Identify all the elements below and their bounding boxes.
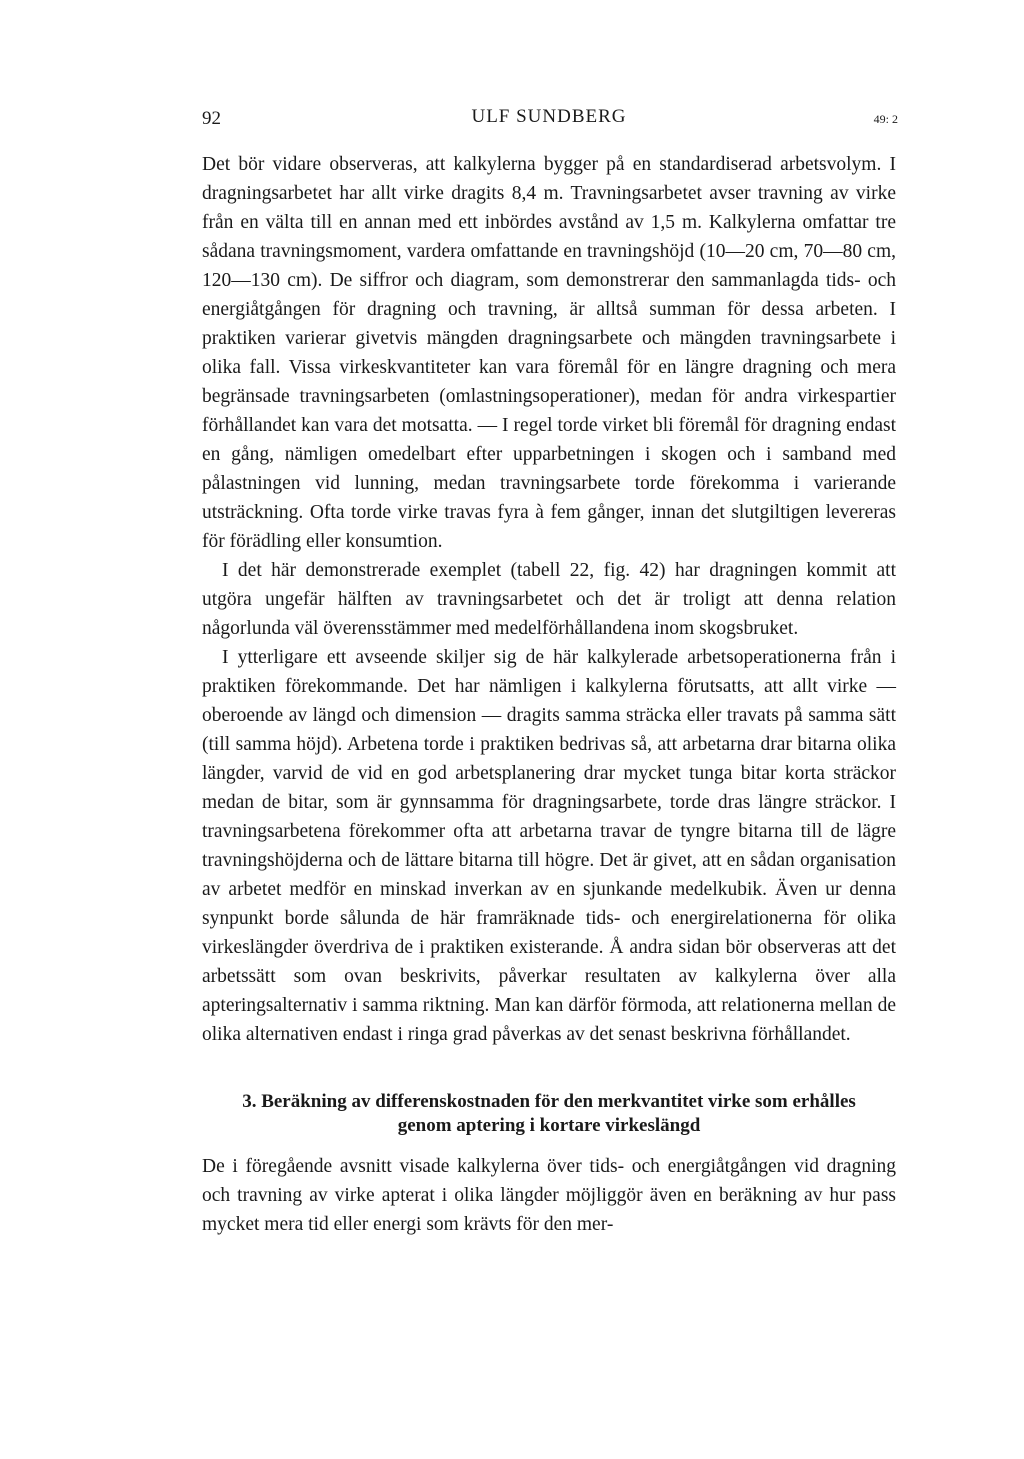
- page: [202, 104, 896, 1239]
- paragraph: I det här demonstrerade exemplet (tabell 22, fig. 42) har dragningen kommit att utgöra ungefär hälften av travningsarbetet och det är troligt att denna relation någorlunda väl överensstämmer med medelförhållandena inom skogsbruket.: [202, 560, 896, 639]
- paragraph: Det bör vidare observeras, att kalkylerna bygger på en standardiserad arbetsvolym. I dragningsarbetet har allt virke dragits 8,4 m. Travningsarbetet avser travning av virke från en välta till en annan med ett inbördes avstånd av 1,5 m. Kalkylerna omfattar tre sådana travningsmoment, vardera omfattande en travningshöjd (10—20 cm, 70—80 cm, 120—130 cm). De siffror och diagram, som demonstrerar den sammanlagda tids- och energiåtgången för dragning och travning, är alltså summan för dessa arbeten. I praktiken varierar givetvis mängden dragningsarbete och mängden travningsarbete i olika fall. Vissa virkeskvantiteter kan vara föremål för en längre dragning och mera begränsade travningsarbeten (omlastningsoperationer), medan för andra virkespartier förhållandet kan vara det motsatta. — I regel torde virket bli föremål för dragning endast en gång, nämligen omedelbart efter upparbetningen i skogen och i samband med pålastningen vid lunning, medan travningsarbete torde förekomma i varierande utsträckning. Ofta torde virke travas fyra à fem gånger, innan det slutgiltigen levereras för förädling eller konsumtion.: [202, 154, 896, 552]
- section-heading-line: genom aptering i kortare virkeslängd: [397, 1115, 701, 1136]
- running-head-author: ULF SUNDBERG: [471, 106, 627, 127]
- issue-number: 49: 2: [873, 112, 898, 126]
- body-text: [202, 150, 896, 1049]
- section-heading: [202, 1090, 896, 1138]
- paragraph: I ytterligare ett avseende skiljer sig de här kalkylerade arbetsoperationerna från i praktiken förekommande. Det har nämligen i kalkylerna förutsatts, att allt virke — oberoende av längd och dimension — dragits samma sträcka eller travats på samma sätt (till samma höjd). Arbetena torde i praktiken bedrivas så, att arbetarna drar bitarna olika längder, varvid de vid en god arbetsplanering drar mycket tunga bitar korta sträckor medan de bitar, som är gynnsamma för dragningsarbete, torde dras längre sträckor. I travningsarbetena förekommer ofta att arbetarna travar de tyngre bitarna till de lägre travningshöjderna och de lättare bitarna till högre. Det är givet, att en sådan organisation av arbetet medför en minskad inverkan av en sjunkande medelkubik. Även ur denna synpunkt borde sålunda de här framräknade tids- och energirelationerna för olika virkeslängder överdriva de i praktiken existerande. Å andra sidan bör observeras att det arbetssätt som ovan beskrivits, påverkar resultaten av kalkylerna över alla apteringsalternativ i samma riktning. Man kan därför förmoda, att relationerna mellan de olika alternativen endast i ringa grad påverkas av det senast beskrivna förhållandet.: [202, 647, 896, 1045]
- section-body: [202, 1152, 896, 1239]
- paragraph: De i föregående avsnitt visade kalkylerna över tids- och energiåtgången vid dragning och travning av virke apterat i olika längder möjliggör även en beräkning av hur pass mycket mera tid eller energi som krävts för den mer-: [202, 1156, 896, 1235]
- page-number: 92: [202, 108, 221, 129]
- running-head: [202, 104, 896, 136]
- section-heading-line: 3. Beräkning av differenskostnaden för den merkvantitet virke som erhålles: [242, 1091, 856, 1112]
